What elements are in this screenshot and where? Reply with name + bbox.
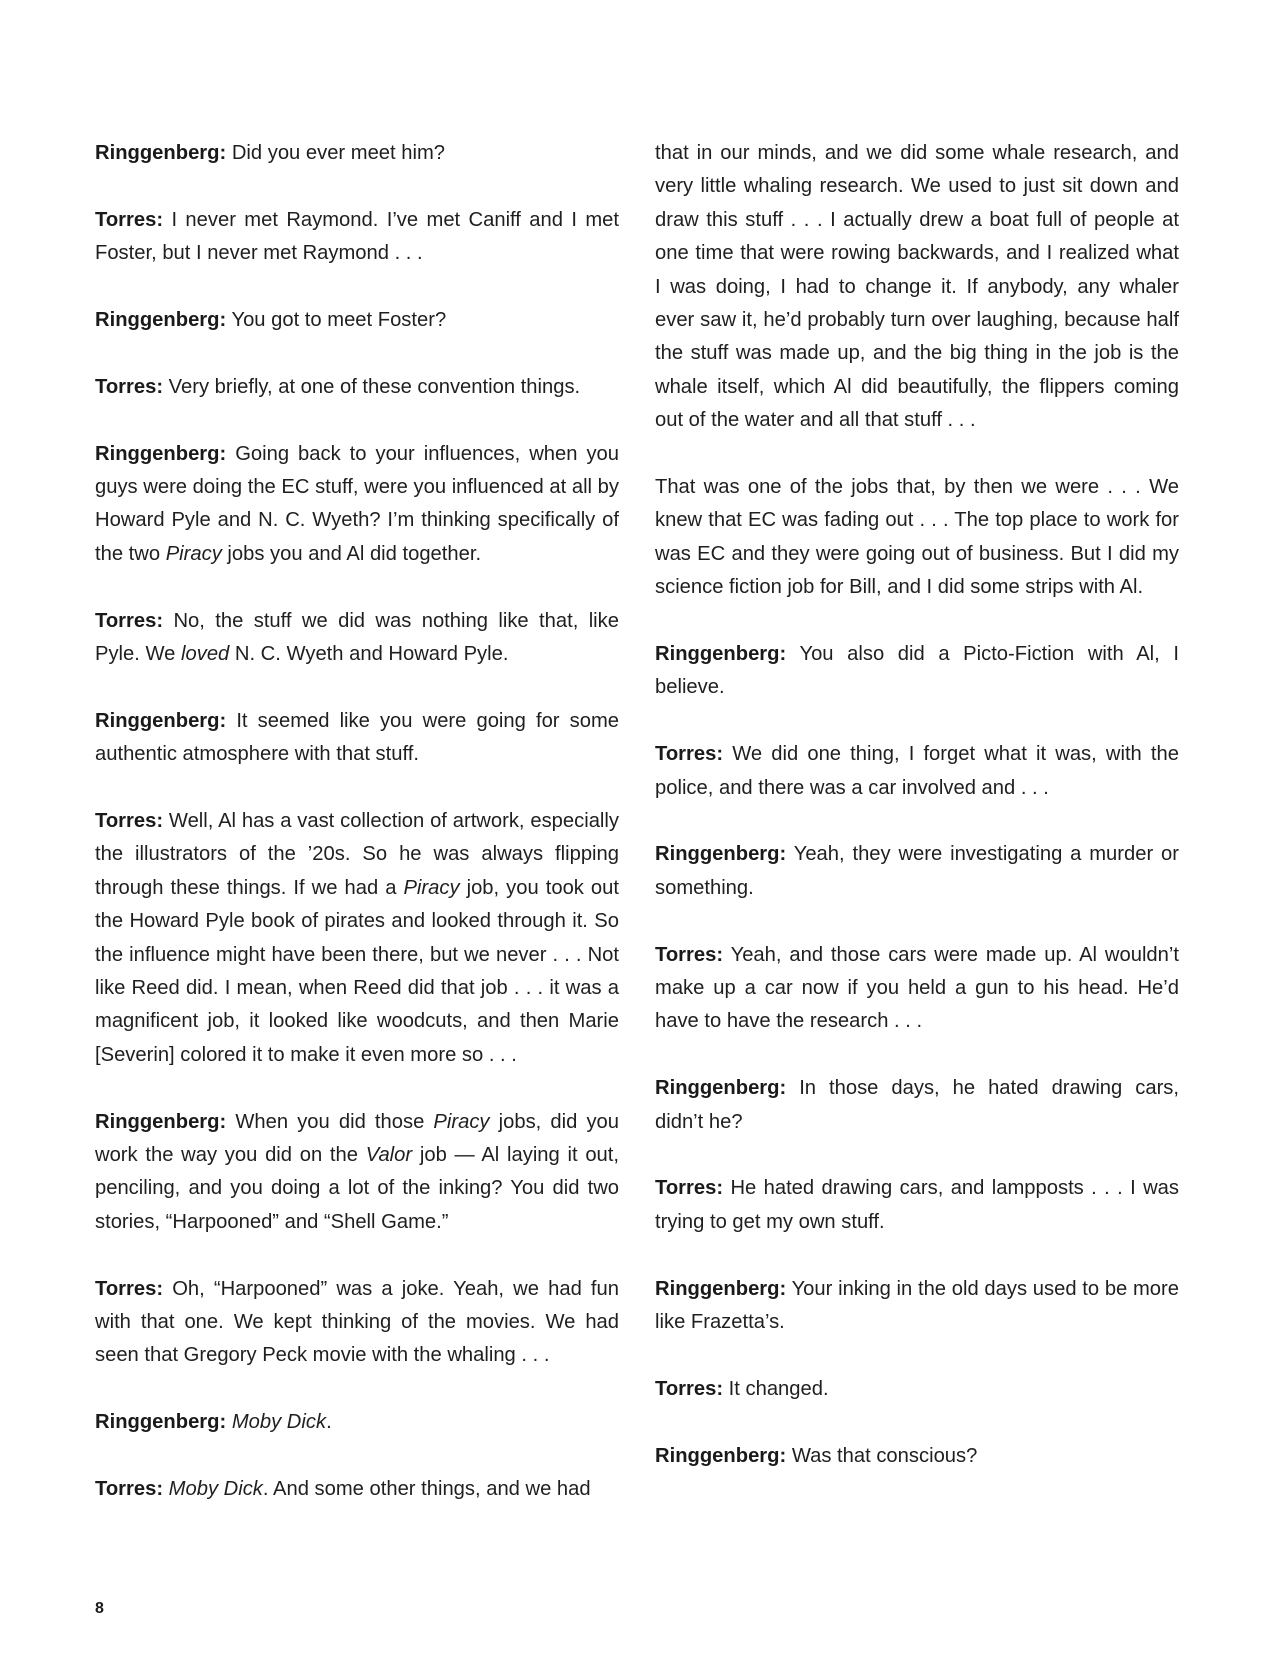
speaker-label: Torres: — [655, 1377, 724, 1400]
speaker-label: Torres: — [655, 743, 724, 766]
speaker-label: Ringgenberg: — [95, 1110, 227, 1133]
paragraph-text: jobs, did you work the way you did on the — [95, 1110, 619, 1167]
paragraph-text: You also did a Picto-Fiction with Al, I believe. — [655, 643, 1179, 699]
interview-paragraph — [95, 1106, 619, 1240]
interview-paragraph — [95, 371, 619, 404]
paragraph-text: job, you took out the Howard Pyle book of pirates and looked through it. So the influence might have been there, but we never . . . Not like Reed did. I mean, when Reed did that job . . . it was a magnificent job, it looked like woodcuts, and then Marie [Severin] colored it to make it even more so . . . — [95, 876, 619, 1066]
paragraph-text: Was that conscious? — [786, 1444, 978, 1467]
paragraph-text: Did you ever meet him? — [226, 142, 446, 164]
speaker-label: Torres: — [95, 1277, 164, 1300]
page-number: 8 — [95, 1600, 104, 1617]
interview-paragraph — [95, 705, 619, 772]
paragraph-text: He hated drawing cars, and lampposts . . . I was trying to get my own stuff. — [655, 1177, 1179, 1233]
paragraph-text: Well, Al has a vast collection of artwork, especially the illustrators of the ’20s. So he was always flipping through these things. If we had a — [95, 810, 619, 899]
interview-paragraph — [655, 1273, 1179, 1340]
speaker-label: Torres: — [655, 1177, 724, 1200]
italic-title: Moby Dick — [231, 1411, 327, 1434]
interview-paragraph — [95, 605, 619, 672]
speaker-label: Torres: — [655, 943, 724, 966]
speaker-label: Ringgenberg: — [655, 643, 787, 666]
interview-paragraph — [95, 1406, 619, 1439]
right-column — [655, 137, 1179, 1473]
italic-title: Piracy — [165, 542, 222, 565]
interview-paragraph — [95, 805, 619, 1072]
interview-paragraph — [655, 638, 1179, 705]
interview-paragraph — [95, 438, 619, 572]
paragraph-text: I never met Raymond. I’ve met Caniff and I met Foster, but I never met Raymond . . . — [95, 208, 619, 265]
paragraph-text: You got to meet Foster? — [226, 309, 447, 331]
speaker-label: Torres: — [95, 810, 164, 833]
paragraph-text: . — [326, 1411, 332, 1434]
speaker-label: Ringgenberg: — [95, 142, 227, 164]
interview-paragraph — [655, 939, 1179, 1039]
paragraph-text: Going back to your influences, when you guys were doing the EC stuff, were you influenced at all by Howard Pyle and N. C. Wyeth? I’m thinking specifically of the two — [95, 442, 619, 565]
paragraph-text: N. C. Wyeth and Howard Pyle. — [229, 643, 509, 666]
interview-paragraph — [95, 304, 619, 337]
speaker-label: Torres: — [95, 1478, 164, 1501]
paragraph-text: that in our minds, and we did some whale research, and very little whaling research. We used to just sit down and draw this stuff . . . I actually drew a boat full of people at one time that were rowing backwards, and I realized what I was doing, I had to change it. If anybody, any whaler ever saw it, he’d probably turn over laughing, because half the stuff was made up, and the big thing in the job is the whale itself, which Al did beautifully, the flippers coming out of the water and all that stuff . . . — [655, 142, 1179, 432]
paragraph-text: It seemed like you were going for some authentic atmosphere with that stuff. — [95, 709, 619, 766]
speaker-label: Ringgenberg: — [655, 1444, 787, 1467]
speaker-label: Ringgenberg: — [95, 1411, 227, 1434]
paragraph-text: Oh, “Harpooned” was a joke. Yeah, we had fun with that one. We kept thinking of the movies. We had seen that Gregory Peck movie with the whaling . . . — [95, 1277, 619, 1367]
interview-paragraph — [655, 471, 1179, 605]
paragraph-text: That was one of the jobs that, by then we were . . . We knew that EC was fading out . . . The top place to work for was EC and they were going out of business. But I did my science fiction job for Bill, and I did some strips with Al. — [655, 476, 1179, 599]
italic-emphasis: loved — [181, 643, 230, 666]
speaker-label: Ringgenberg: — [655, 843, 787, 866]
speaker-label: Torres: — [95, 375, 164, 398]
left-column — [95, 137, 619, 1506]
interview-paragraph — [655, 1440, 1179, 1473]
interview-paragraph — [655, 1072, 1179, 1139]
paragraph-text: Your inking in the old days used to be more like Frazetta’s. — [655, 1277, 1179, 1334]
italic-title: Valor — [365, 1144, 413, 1167]
italic-title: Piracy — [433, 1110, 490, 1133]
italic-title: Piracy — [403, 876, 460, 899]
speaker-label: Ringgenberg: — [95, 709, 227, 732]
interview-paragraph — [655, 137, 1179, 438]
interview-paragraph — [655, 1172, 1179, 1239]
interview-paragraph — [655, 1373, 1179, 1406]
speaker-label: Ringgenberg: — [655, 1277, 787, 1300]
italic-title: Moby Dick — [168, 1478, 263, 1501]
speaker-label: Ringgenberg: — [95, 309, 227, 331]
speaker-label: Torres: — [95, 609, 164, 632]
paragraph-text: We did one thing, I forget what it was, with the police, and there was a car involved and . . . — [655, 743, 1179, 799]
paragraph-text: No, the stuff we did was nothing like that, like Pyle. We — [95, 609, 619, 666]
speaker-label: Ringgenberg: — [95, 442, 227, 465]
paragraph-text: . And some other things, and we had — [262, 1478, 591, 1501]
speaker-label: Torres: — [95, 208, 164, 231]
speaker-label: Ringgenberg: — [655, 1077, 787, 1100]
paragraph-text: Yeah, they were investigating a murder or something. — [655, 843, 1179, 899]
interview-paragraph — [95, 1273, 619, 1373]
interview-paragraph — [95, 137, 619, 170]
paragraph-text: In those days, he hated drawing cars, didn’t he? — [655, 1077, 1179, 1133]
paragraph-text: Very briefly, at one of these convention things. — [163, 375, 581, 398]
interview-paragraph — [95, 1473, 619, 1506]
paragraph-text: Yeah, and those cars were made up. Al wouldn’t make up a car now if you held a gun to his head. He’d have to have the research . . . — [655, 943, 1179, 1033]
interview-paragraph — [95, 204, 619, 271]
interview-paragraph — [655, 738, 1179, 805]
interview-paragraph — [655, 838, 1179, 905]
paragraph-text: job — Al laying it out, penciling, and you doing a lot of the inking? You did two stories, “Harpooned” and “Shell Game.” — [95, 1144, 619, 1233]
paragraph-text: When you did those — [226, 1110, 434, 1133]
paragraph-text: It changed. — [723, 1377, 829, 1400]
paragraph-text: jobs you and Al did together. — [221, 542, 482, 565]
